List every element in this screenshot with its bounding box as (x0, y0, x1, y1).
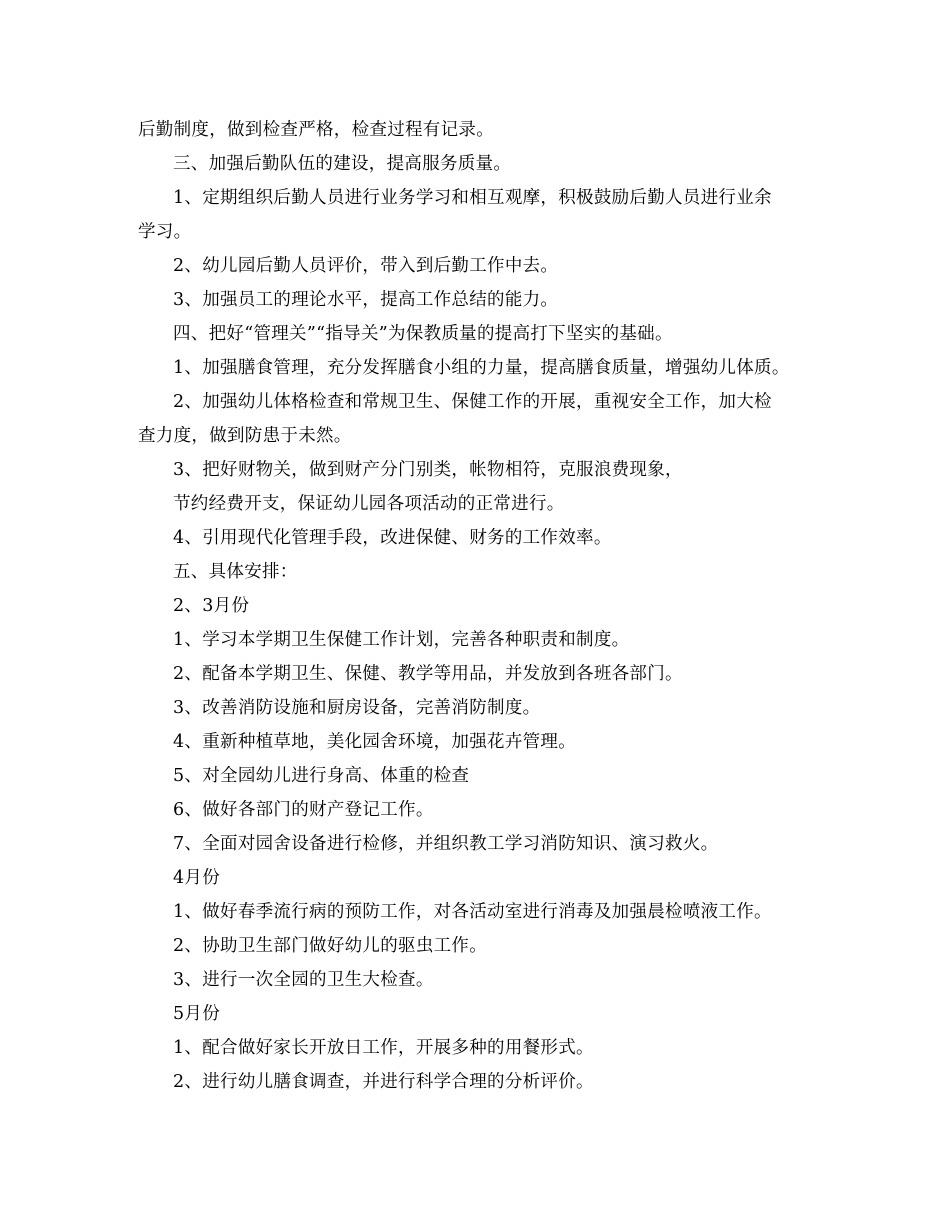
text-line: 2、加强幼儿体格检查和常规卫生、保健工作的开展，重视安全工作，加大检 (173, 392, 772, 412)
text-line: 查力度，做到防患于未然。 (138, 426, 352, 446)
text-line: 7、全面对园舍设备进行检修，并组织教工学习消防知识、演习救火。 (173, 834, 719, 854)
text-line: 5、对全园幼儿进行身高、体重的检查 (173, 766, 470, 786)
text-line: 4、引用现代化管理手段，改进保健、财务的工作效率。 (173, 528, 612, 548)
text-line: 3、把好财物关，做到财产分门别类，帐物相符，克服浪费现象， (173, 460, 683, 480)
text-line: 3、加强员工的理论水平，提高工作总结的能力。 (173, 290, 559, 310)
text-line: 节约经费开支，保证幼儿园各项活动的正常进行。 (173, 494, 565, 514)
text-line: 后勤制度，做到检查严格，检查过程有记录。 (138, 120, 494, 140)
document-body (138, 113, 828, 1099)
text-line: 2、配备本学期卫生、保健、教学等用品，并发放到各班各部门。 (173, 664, 683, 684)
text-line: 2、协助卫生部门做好幼儿的驱虫工作。 (173, 936, 488, 956)
text-line: 1、做好春季流行病的预防工作，对各活动室进行消毒及加强晨检喷液工作。 (173, 902, 772, 922)
text-line: 2、幼儿园后勤人员评价，带入到后勤工作中去。 (173, 256, 559, 276)
text-line: 1、配合做好家长开放日工作，开展多种的用餐形式。 (173, 1038, 594, 1058)
text-line: 3、进行一次全园的卫生大检查。 (173, 970, 434, 990)
text-line: 4、重新种植草地，美化园舍环境，加强花卉管理。 (173, 732, 577, 752)
text-line: 2、进行幼儿膳食调查，并进行科学合理的分析评价。 (173, 1072, 594, 1092)
text-line: 3、改善消防设施和厨房设备，完善消防制度。 (173, 698, 541, 718)
text-line: 五、具体安排： (173, 562, 298, 582)
text-line: 6、做好各部门的财产登记工作。 (173, 800, 434, 820)
text-line: 三、加强后勤队伍的建设，提高服务质量。 (173, 154, 512, 174)
text-line: 5月份 (173, 1004, 221, 1024)
text-line: 四、把好“管理关”“指导关”为保教质量的提高打下坚实的基础。 (173, 324, 673, 344)
text-line: 1、学习本学期卫生保健工作计划，完善各种职责和制度。 (173, 630, 630, 650)
text-line: 1、加强膳食管理，充分发挥膳食小组的力量，提高膳食质量，增强幼儿体质。 (173, 358, 790, 378)
text-line: 2、3月份 (173, 596, 250, 616)
text-line: 1、定期组织后勤人员进行业务学习和相互观摩，积极鼓励后勤人员进行业余 (173, 188, 772, 208)
text-line: 4月份 (173, 868, 221, 888)
text-line: 学习。 (138, 222, 192, 242)
